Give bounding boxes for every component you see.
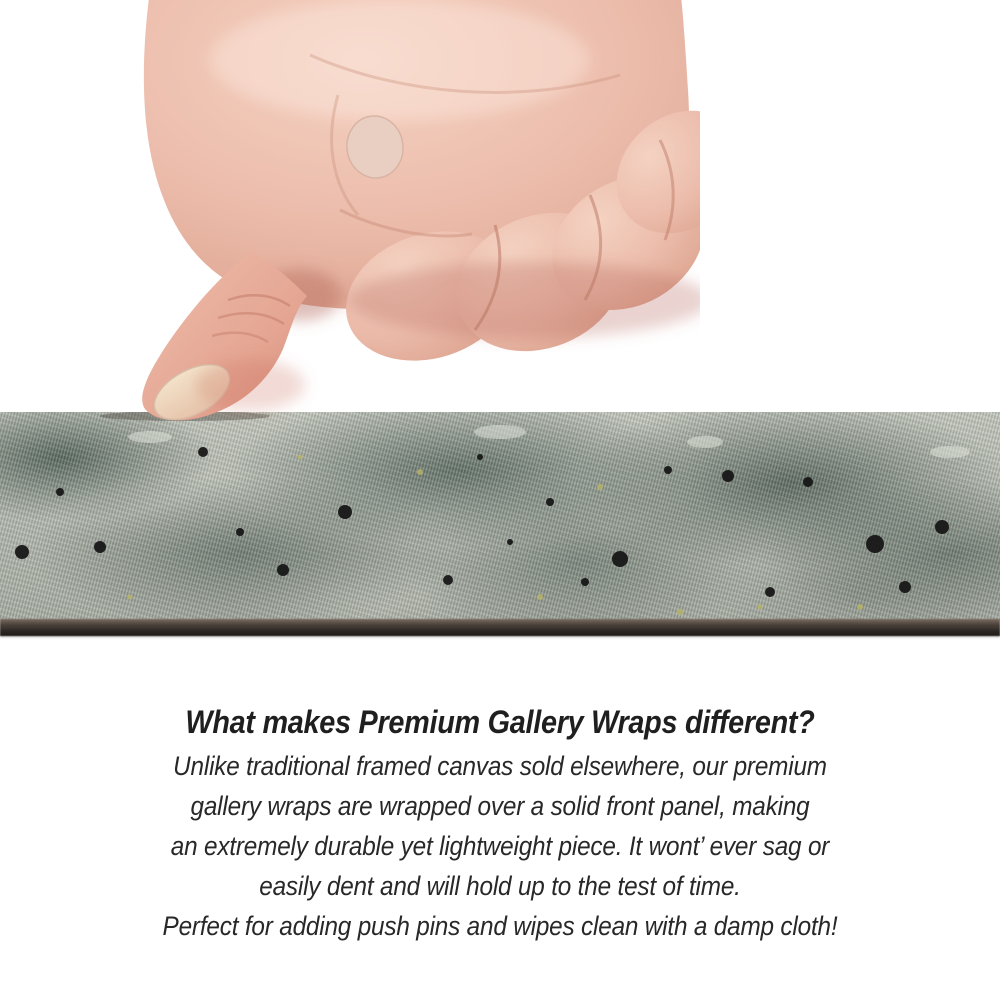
body-line: gallery wraps are wrapped over a solid front panel, making xyxy=(190,791,810,821)
hand-photo xyxy=(100,0,700,440)
canvas-bottom-edge xyxy=(0,619,1000,636)
body-line: Perfect for adding push pins and wipes clean with a damp cloth! xyxy=(162,911,838,941)
canvas-edge-strip xyxy=(0,412,1000,636)
canvas-speckles xyxy=(0,412,1000,636)
marketing-copy xyxy=(50,701,950,946)
body-line: an extremely durable yet lightweight piece. It wont’ ever sag or xyxy=(170,831,830,861)
headline: What makes Premium Gallery Wraps different? xyxy=(185,704,815,740)
body-line: easily dent and will hold up to the test of time. xyxy=(259,871,741,901)
thumb xyxy=(142,253,307,431)
body-line: Unlike traditional framed canvas sold elsewhere, our premium xyxy=(173,751,827,781)
